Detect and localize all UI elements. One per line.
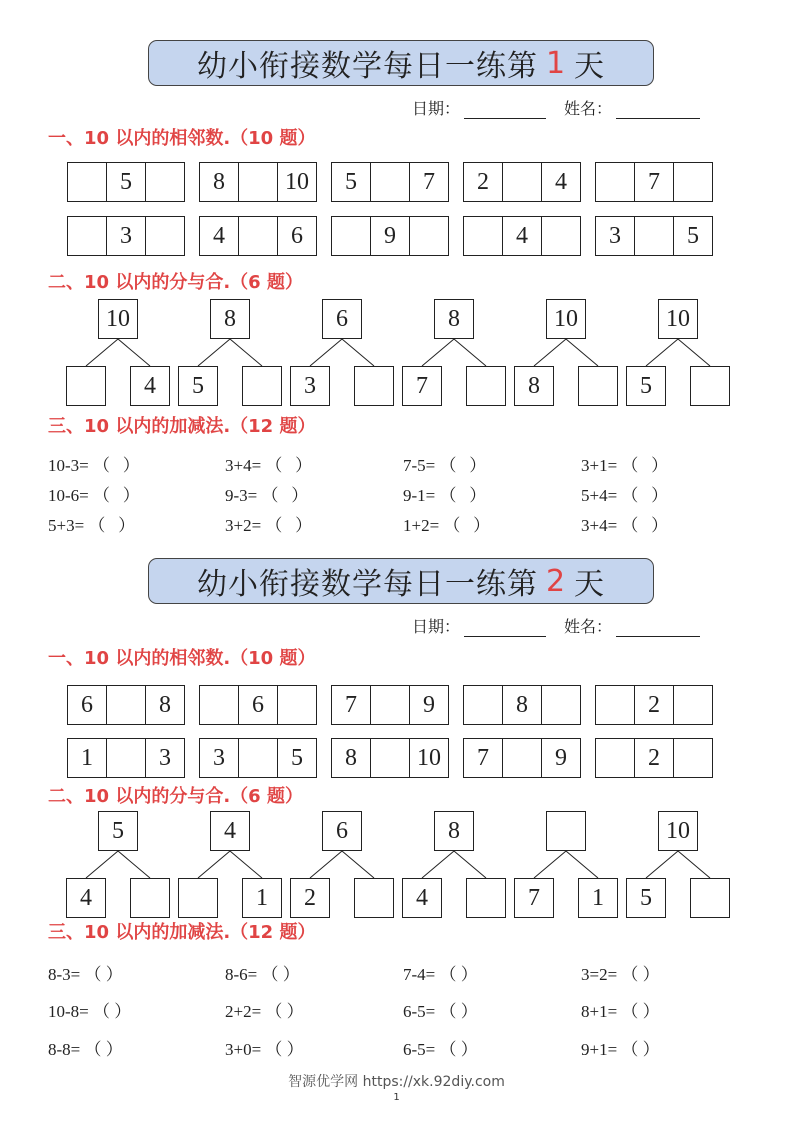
split-total-box: 8 [434, 811, 474, 851]
split-total-box: 6 [322, 299, 362, 339]
title-suffix: 天 [574, 567, 606, 602]
section-heading-3: 三、10 以内的加减法.（12 题） [48, 922, 316, 943]
equation[interactable]: 8-6= （ ） [225, 965, 300, 984]
section-heading-2: 二、10 以内的分与合.（6 题） [48, 786, 303, 807]
split-total-box: 8 [434, 299, 474, 339]
equation[interactable]: 3+1= （ ） [581, 456, 669, 475]
split-left-box: 4 [402, 878, 442, 918]
equation[interactable]: 6-5= （ ） [403, 1002, 478, 1021]
number-cell: 6 [238, 685, 278, 725]
split-line-left [86, 851, 118, 878]
split-left-box[interactable] [178, 878, 218, 918]
name-label: 姓名： [564, 99, 613, 118]
split-line-left [422, 851, 454, 878]
split-total-box[interactable] [546, 811, 586, 851]
number-cell: 10 [277, 162, 317, 202]
split-right-box[interactable] [354, 878, 394, 918]
split-right-box: 4 [130, 366, 170, 406]
number-cell: 5 [277, 738, 317, 778]
split-total-box: 10 [658, 811, 698, 851]
equation[interactable]: 3+4= （ ） [581, 516, 669, 535]
equation[interactable]: 8-8= （ ） [48, 1040, 123, 1059]
split-left-box: 8 [514, 366, 554, 406]
equation[interactable]: 10-6= （ ） [48, 486, 140, 505]
section-heading-2: 二、10 以内的分与合.（6 题） [48, 272, 303, 293]
name-label: 姓名： [564, 617, 613, 636]
equation[interactable]: 7-4= （ ） [403, 965, 478, 984]
split-line-right [118, 851, 150, 878]
equation[interactable]: 1+2= （ ） [403, 516, 491, 535]
number-cell: 7 [331, 685, 371, 725]
split-line-left [646, 851, 678, 878]
section-heading-1: 一、10 以内的相邻数.（10 题） [48, 128, 316, 149]
equation[interactable]: 7-5= （ ） [403, 456, 487, 475]
equation[interactable]: 2+2= （ ） [225, 1002, 304, 1021]
split-line-left [310, 851, 342, 878]
title-prefix: 幼小衔接数学每日一练第 [196, 567, 538, 602]
equation[interactable]: 3+0= （ ） [225, 1040, 304, 1059]
day-number: 1 [545, 45, 567, 81]
split-total-box: 10 [98, 299, 138, 339]
split-total-box: 8 [210, 299, 250, 339]
split-line-left [534, 851, 566, 878]
split-left-box: 2 [290, 878, 330, 918]
split-total-box: 5 [98, 811, 138, 851]
split-total-box: 10 [658, 299, 698, 339]
split-right-box[interactable] [130, 878, 170, 918]
number-cell: 9 [409, 685, 449, 725]
date-label: 日期： [412, 617, 461, 636]
number-cell: 10 [409, 738, 449, 778]
number-cell: 8 [331, 738, 371, 778]
equation[interactable]: 6-5= （ ） [403, 1040, 478, 1059]
number-cell: 4 [199, 216, 239, 256]
number-cell: 8 [145, 685, 185, 725]
number-cell: 6 [277, 216, 317, 256]
number-cell: 7 [634, 162, 674, 202]
number-cell: 2 [463, 162, 503, 202]
split-total-box: 4 [210, 811, 250, 851]
equation[interactable]: 10-8= （ ） [48, 1002, 132, 1021]
split-left-box: 3 [290, 366, 330, 406]
equation[interactable]: 3+2= （ ） [225, 516, 313, 535]
page-number: 1 [393, 1092, 400, 1103]
number-cell: 5 [106, 162, 146, 202]
footer-watermark: 智源优学网 https://xk.92diy.com [288, 1074, 505, 1090]
split-line-right [678, 851, 710, 878]
number-cell: 5 [331, 162, 371, 202]
number-cell: 2 [634, 685, 674, 725]
split-line-right [342, 851, 374, 878]
split-left-box: 5 [626, 878, 666, 918]
split-right-box[interactable] [690, 878, 730, 918]
split-left-box: 7 [402, 366, 442, 406]
split-total-box: 10 [546, 299, 586, 339]
split-right-box[interactable] [466, 878, 506, 918]
equation[interactable]: 3+4= （ ） [225, 456, 313, 475]
title-suffix: 天 [574, 49, 606, 84]
split-left-box: 7 [514, 878, 554, 918]
equation[interactable]: 8-3= （ ） [48, 965, 123, 984]
number-cell: 8 [199, 162, 239, 202]
number-cell: 1 [67, 738, 107, 778]
number-cell: 3 [595, 216, 635, 256]
split-left-box: 4 [66, 878, 106, 918]
number-cell: 9 [541, 738, 581, 778]
section-heading-1: 一、10 以内的相邻数.（10 题） [48, 648, 316, 669]
number-cell: 4 [541, 162, 581, 202]
split-right-box: 1 [578, 878, 618, 918]
date-label: 日期： [412, 99, 461, 118]
number-cell: 3 [199, 738, 239, 778]
number-cell: 7 [463, 738, 503, 778]
equation[interactable]: 3=2= （ ） [581, 965, 660, 984]
split-line-right [454, 851, 486, 878]
equation[interactable]: 9-3= （ ） [225, 486, 309, 505]
equation[interactable]: 5+4= （ ） [581, 486, 669, 505]
split-right-box: 1 [242, 878, 282, 918]
equation[interactable]: 9+1= （ ） [581, 1040, 660, 1059]
day-number: 2 [545, 563, 567, 599]
equation[interactable]: 10-3= （ ） [48, 456, 140, 475]
split-left-box: 5 [178, 366, 218, 406]
split-line-left [198, 851, 230, 878]
number-cell: 9 [370, 216, 410, 256]
split-line-right [566, 851, 598, 878]
number-cell: 8 [502, 685, 542, 725]
equation[interactable]: 8+1= （ ） [581, 1002, 660, 1021]
split-line-right [230, 851, 262, 878]
number-cell: 3 [145, 738, 185, 778]
number-cell: 6 [67, 685, 107, 725]
number-cell: 3 [106, 216, 146, 256]
number-cell: 4 [502, 216, 542, 256]
section-heading-3: 三、10 以内的加减法.（12 题） [48, 416, 316, 437]
number-cell: 5 [673, 216, 713, 256]
number-cell: 7 [409, 162, 449, 202]
title-prefix: 幼小衔接数学每日一练第 [196, 49, 538, 84]
split-total-box: 6 [322, 811, 362, 851]
number-cell: 2 [634, 738, 674, 778]
equation[interactable]: 9-1= （ ） [403, 486, 487, 505]
equation[interactable]: 5+3= （ ） [48, 516, 136, 535]
split-left-box: 5 [626, 366, 666, 406]
